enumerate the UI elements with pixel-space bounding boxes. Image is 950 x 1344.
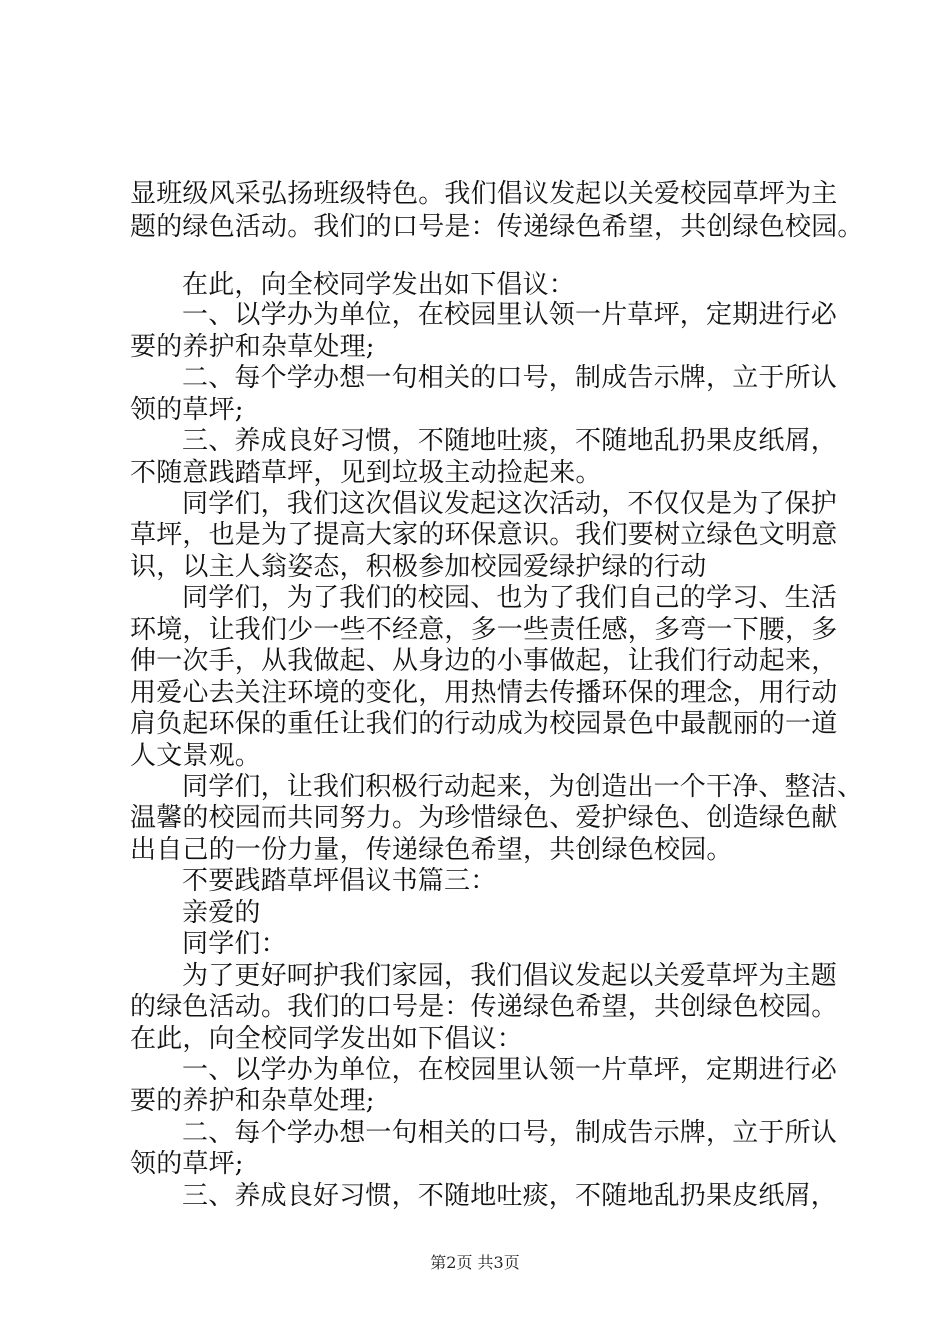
text-line: 要的养护和杂草处理; — [130, 332, 375, 362]
text-line: 环境，让我们少一些不经意，多一些责任感，多弯一下腰，多 — [130, 615, 838, 645]
page-number-footer: 第2页 共3页 — [430, 1253, 520, 1272]
text-line: 伸一次手，从我做起、从身边的小事做起，让我们行动起来， — [130, 646, 838, 676]
text-line: 要的养护和杂草处理; — [130, 1086, 375, 1116]
text-line: 人文景观。 — [130, 741, 262, 771]
text-line: 三、养成良好习惯，不随地吐痰，不随地乱扔果皮纸屑， — [182, 1181, 838, 1211]
text-line: 在此，向全校同学发出如下倡议： — [182, 270, 576, 300]
text-line: 三、养成良好习惯，不随地吐痰，不随地乱扔果皮纸屑， — [182, 426, 838, 456]
text-line: 领的草坪; — [130, 1149, 244, 1179]
text-line: 为了更好呵护我们家园，我们倡议发起以关爱草坪为主题 — [182, 961, 838, 991]
salutation-line: 亲爱的 — [182, 898, 261, 928]
text-line: 不随意践踏草坪，见到垃圾主动捡起来。 — [130, 458, 602, 488]
text-line: 显班级风采弘扬班级特色。我们倡议发起以关爱校园草坪为主 — [130, 179, 838, 209]
salutation-line: 同学们： — [182, 929, 287, 959]
text-line: 同学们，为了我们的校园、也为了我们自己的学习、生活 — [182, 583, 838, 613]
section-heading: 不要践踏草坪倡议书篇三： — [182, 866, 497, 896]
text-line: 肩负起环保的重任让我们的行动成为校园景色中最靓丽的一道 — [130, 709, 838, 739]
text-line: 草坪，也是为了提高大家的环保意识。我们要树立绿色文明意 — [130, 520, 838, 550]
text-line: 二、每个学办想一句相关的口号，制成告示牌，立于所认 — [182, 363, 838, 393]
text-line: 领的草坪; — [130, 395, 244, 425]
text-line: 同学们，我们这次倡议发起这次活动，不仅仅是为了保护 — [182, 489, 838, 519]
text-line: 题的绿色活动。我们的口号是：传递绿色希望，共创绿色校园。 — [130, 212, 864, 242]
text-line: 的绿色活动。我们的口号是：传递绿色希望，共创绿色校园。 — [130, 992, 838, 1022]
text-line: 用爱心去关注环境的变化，用热情去传播环保的理念，用行动 — [130, 678, 838, 708]
text-line: 一、以学办为单位，在校园里认领一片草坪，定期进行必 — [182, 1055, 838, 1085]
text-line: 温馨的校园而共同努力。为珍惜绿色、爱护绿色、创造绿色献 — [130, 803, 838, 833]
text-line: 一、以学办为单位，在校园里认领一片草坪，定期进行必 — [182, 300, 838, 330]
text-line: 出自己的一份力量，传递绿色希望，共创绿色校园。 — [130, 835, 733, 865]
text-line: 识，以主人翁姿态，积极参加校园爱绿护绿的行动 — [130, 552, 707, 582]
text-line: 在此，向全校同学发出如下倡议： — [130, 1024, 524, 1054]
text-line: 同学们，让我们积极行动起来，为创造出一个干净、整洁、 — [182, 772, 864, 802]
text-line: 二、每个学办想一句相关的口号，制成告示牌，立于所认 — [182, 1118, 838, 1148]
